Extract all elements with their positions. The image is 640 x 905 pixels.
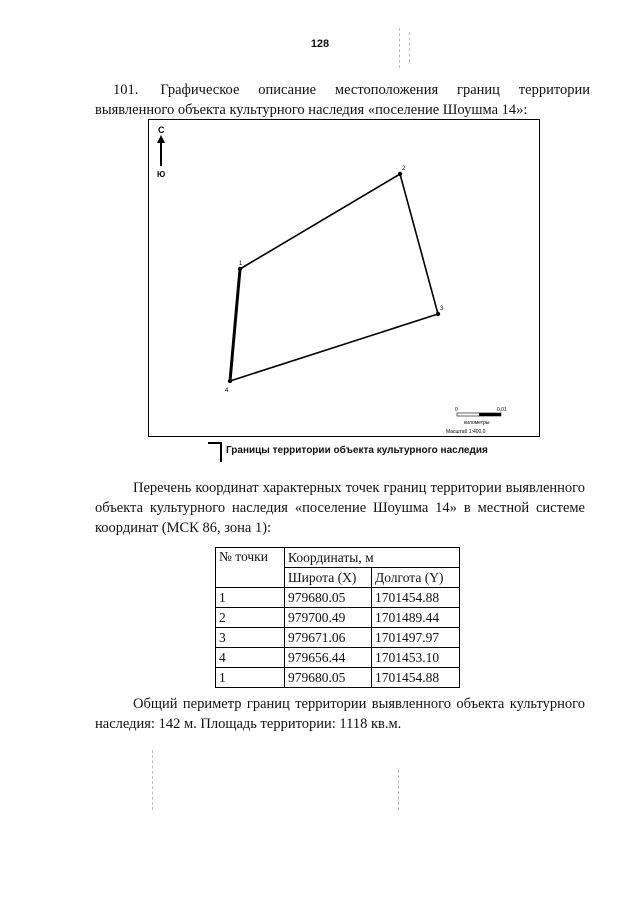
- scale-text: Масштаб 1:400,0: [446, 429, 486, 435]
- col-point-header: № точки: [216, 548, 285, 588]
- vertex-4: [228, 379, 232, 383]
- table-row: [216, 608, 460, 628]
- cell-y: 1701489.44: [372, 608, 460, 628]
- summary-text: Общий периметр границ территории выявленного объекта культурного наследия: 142 м. Площадь территории: 1118 кв.м.: [95, 696, 585, 732]
- cell-x: 979700.49: [285, 608, 372, 628]
- page-number: 128: [310, 38, 330, 50]
- scale-max-label: 0,01: [497, 407, 507, 413]
- cell-x: 979680.05: [285, 588, 372, 608]
- cell-x: 979671.06: [285, 628, 372, 648]
- cell-point: 1: [216, 668, 285, 688]
- vertex-label-3: 3: [440, 306, 444, 312]
- legend-label: Границы территории объекта культурного наследия: [226, 445, 488, 456]
- scan-artifact: [152, 750, 153, 810]
- intro-text: Перечень координат характерных точек границ территории выявленного объекта культурного наследия «поселение Шоушма 14» в местной системе координат (МСК 86, зона 1):: [95, 480, 585, 536]
- scan-artifact: [409, 32, 410, 62]
- summary-paragraph: [95, 694, 585, 734]
- coordinates-table: [215, 547, 460, 688]
- vertex-label-4: 4: [225, 388, 229, 394]
- col-lat-header: Широта (X): [285, 568, 372, 588]
- col-lon-header: Долгота (Y): [372, 568, 460, 588]
- scale-bar-fill: [479, 413, 501, 416]
- vertex-3: [436, 312, 440, 316]
- vertex-2: [398, 172, 402, 176]
- vertex-label-2: 2: [402, 166, 406, 172]
- table-row: [216, 668, 460, 688]
- north-label: С: [158, 125, 165, 135]
- cell-y: 1701454.88: [372, 588, 460, 608]
- section-title: Графическое описание местоположения границ территории выявленного объекта культурного наследия «поселение Шоушма 14»:: [95, 82, 590, 118]
- cell-y: 1701497.97: [372, 628, 460, 648]
- vertex-label-1: 1: [239, 261, 243, 267]
- cell-x: 979656.44: [285, 648, 372, 668]
- cell-point: 1: [216, 588, 285, 608]
- coordinates-intro: [95, 478, 585, 538]
- map-legend: [208, 442, 528, 462]
- boundary-map: [148, 119, 540, 437]
- scan-artifact: [399, 28, 400, 68]
- cell-x: 979680.05: [285, 668, 372, 688]
- south-label: Ю: [157, 170, 166, 179]
- cell-y: 1701454.88: [372, 668, 460, 688]
- cell-y: 1701453.10: [372, 648, 460, 668]
- cell-point: 2: [216, 608, 285, 628]
- scale-unit: километры: [464, 420, 490, 426]
- cell-point: 4: [216, 648, 285, 668]
- boundary-line-icon: [208, 442, 222, 456]
- scan-artifact: [398, 770, 399, 810]
- section-heading: [95, 80, 590, 120]
- scale-zero-label: 0: [455, 407, 458, 413]
- vertex-1: [238, 267, 242, 271]
- section-number: 101.: [113, 82, 139, 98]
- col-coords-header: Координаты, м: [285, 548, 460, 568]
- table-row: [216, 588, 460, 608]
- table-row: [216, 648, 460, 668]
- table-row: [216, 628, 460, 648]
- cell-point: 3: [216, 628, 285, 648]
